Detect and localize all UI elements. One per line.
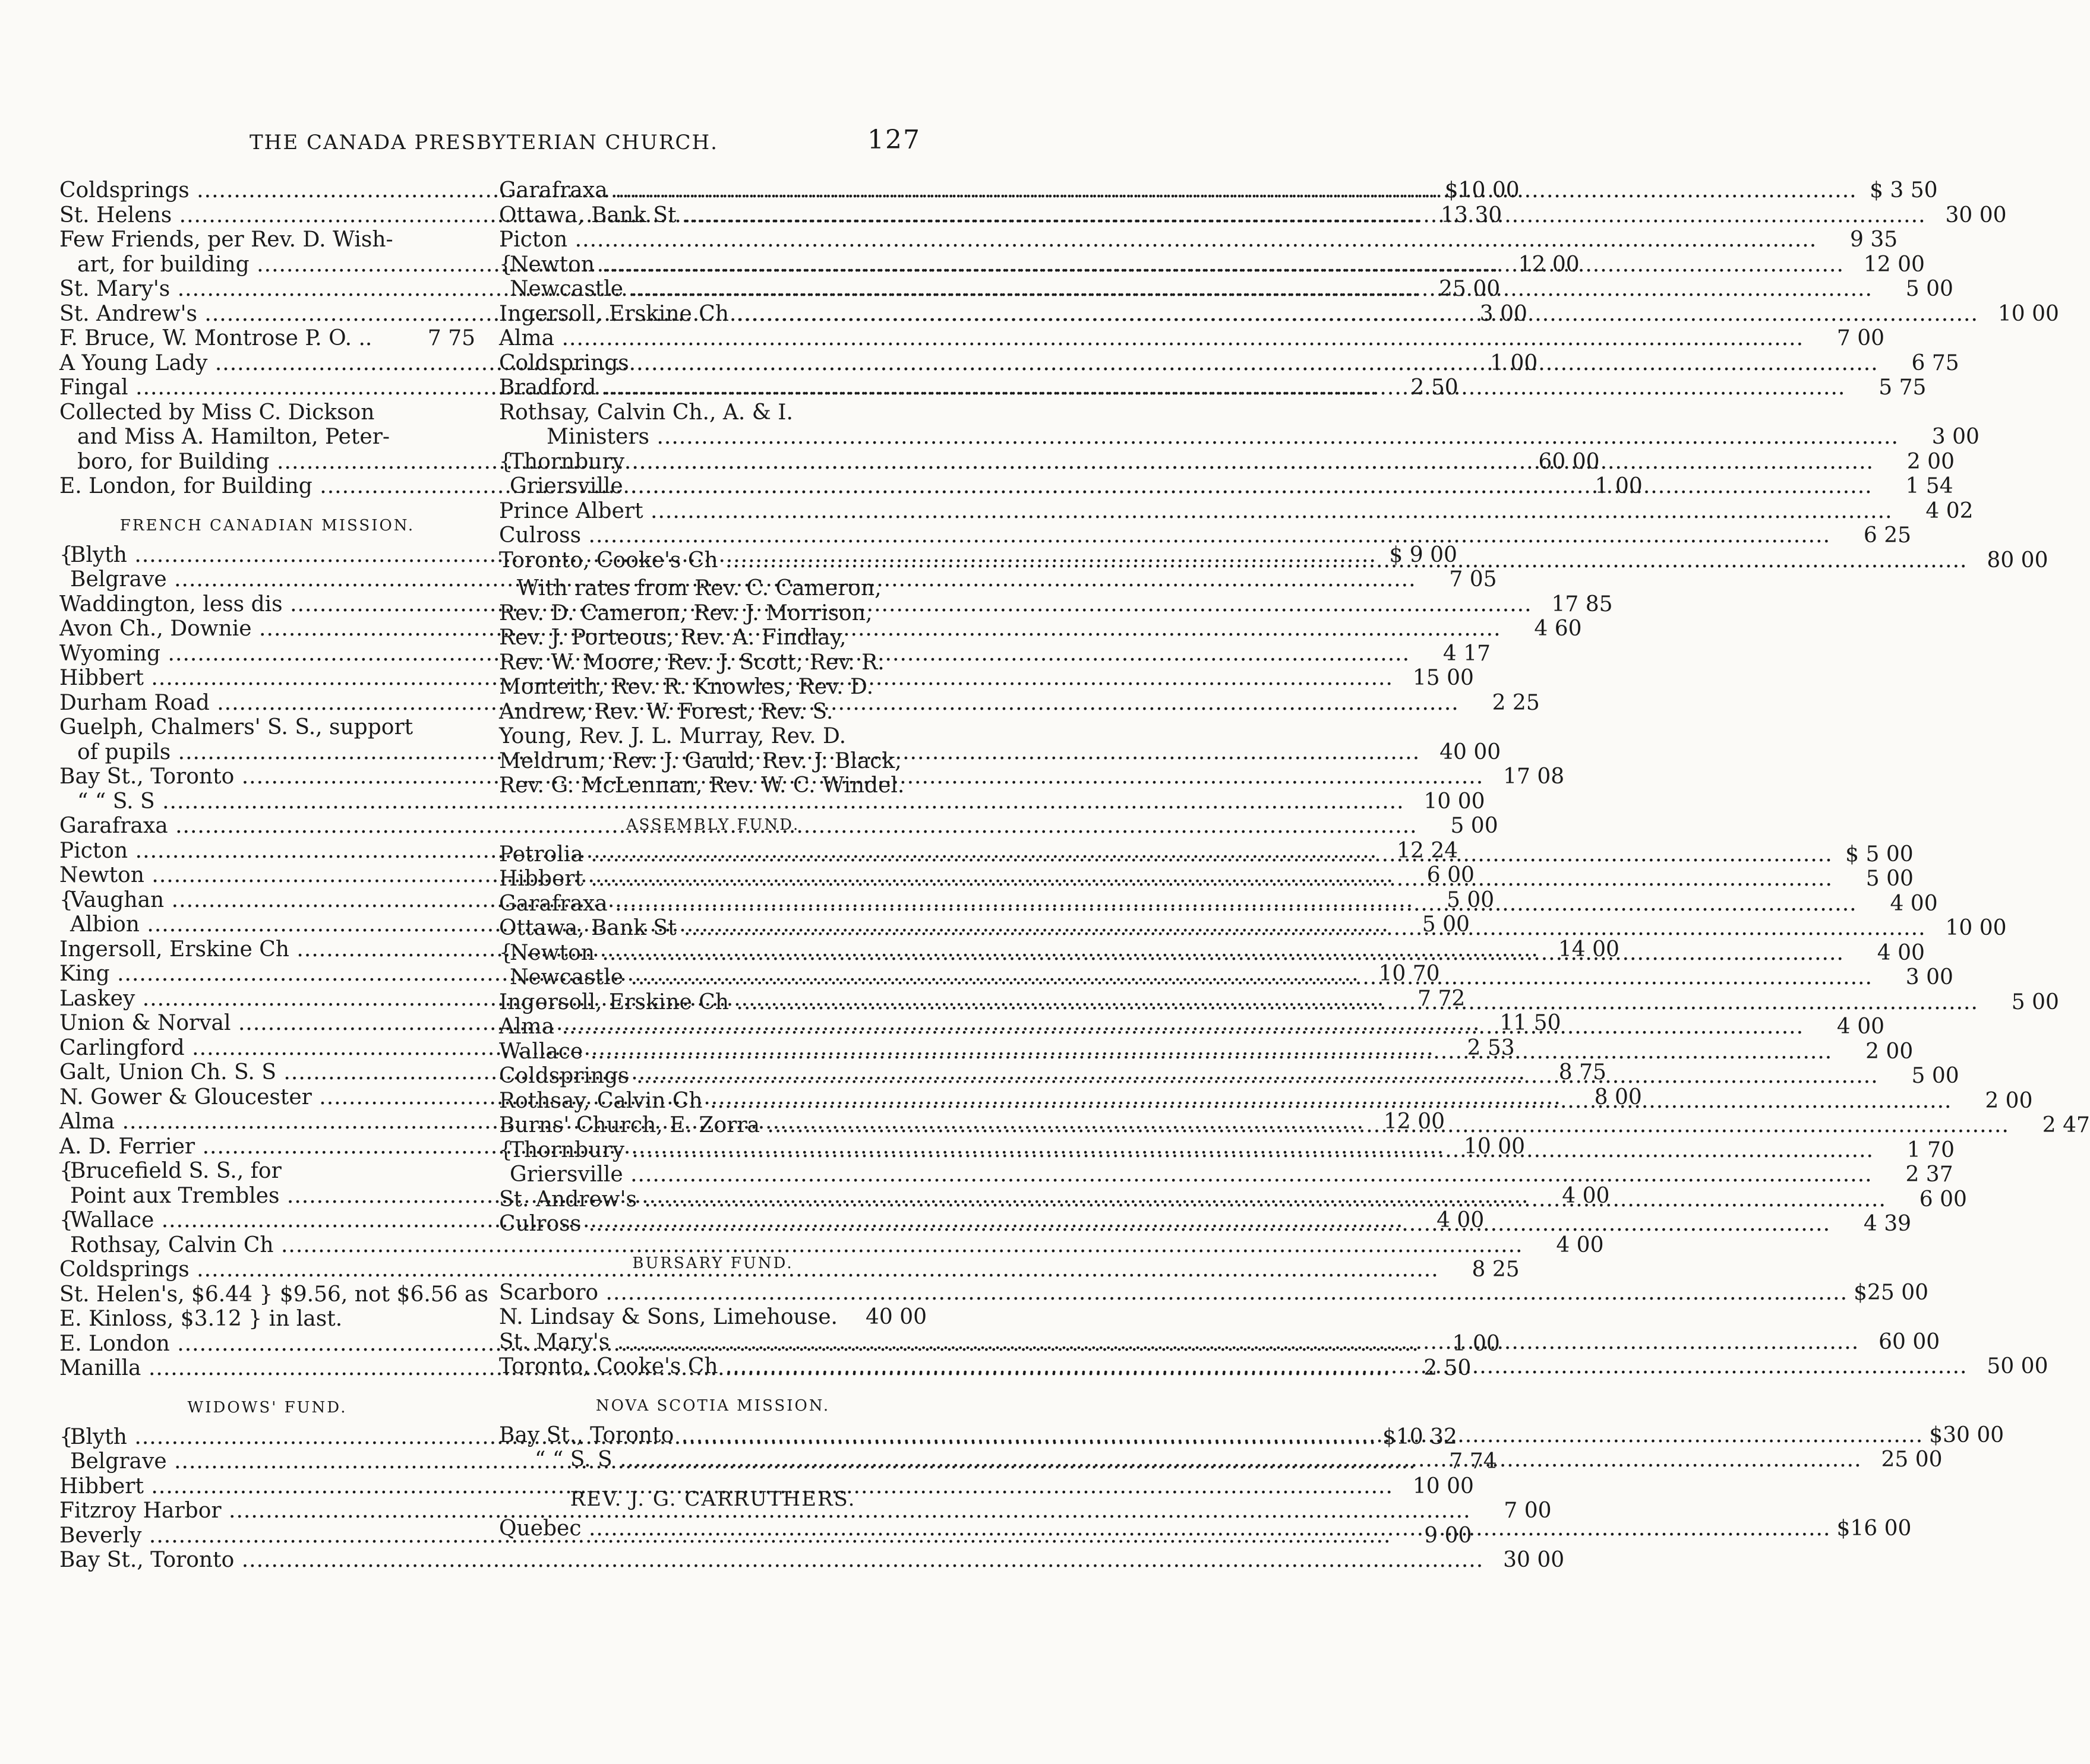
list-item: Bay St., Toronto ..... 30 00 xyxy=(59,1548,475,1573)
section-heading-assembly-fund: ASSEMBLY FUND. xyxy=(626,815,800,834)
list-item: Belgrave ..... 7 05 xyxy=(59,567,475,592)
list-item: A. D. Ferrier ..... 10 00 xyxy=(59,1134,475,1159)
list-item: Ottawa, Bank St ..... 10 00 xyxy=(499,916,927,941)
list-item: { Thornbury ..... 2 00 xyxy=(499,450,927,475)
list-item: Alma ..... 4 00 xyxy=(499,1014,927,1039)
list-item: { Newton ..... 12 00 xyxy=(499,252,927,277)
list-item: Garafraxa ..... $ 3 50 xyxy=(499,178,927,203)
list-item: Scarboro ..... $25 00 xyxy=(499,1281,927,1305)
list-item: Toronto, Cooke's Ch ..... 50 00 xyxy=(499,1354,927,1379)
running-title: THE CANADA PRESBYTERIAN CHURCH. xyxy=(250,131,718,154)
list-item: St. Andrew's ..... 6 00 xyxy=(499,1187,927,1212)
list-item: Few Friends, per Rev. D. Wish- xyxy=(59,227,393,252)
section-heading-carruthers: REV. J. G. CARRUTHERS. xyxy=(570,1487,856,1511)
list-item: Garafraxa ..... 5 00 xyxy=(59,814,475,839)
list-item: { Thornbury ..... 1 70 xyxy=(499,1138,927,1163)
list-item: F. Bruce, W. Montrose P. O. .. 7 75 xyxy=(59,326,475,350)
list-item: Avon Ch., Downie ..... 4 60 xyxy=(59,617,475,641)
list-item: N. Lindsay & Sons, Limehouse. 40 00 xyxy=(499,1305,927,1329)
page-number: 127 xyxy=(867,125,921,155)
list-item: Picton ..... 12 24 xyxy=(59,839,475,864)
list-item: Culross ..... 4 39 xyxy=(499,1212,927,1237)
list-item: Griersville ..... 2 37 xyxy=(499,1162,927,1187)
list-item: boro, for Building ..... 60 00 xyxy=(59,450,475,475)
list-item: St. Helens ..... 13 30 xyxy=(59,203,475,228)
list-item: and Miss A. Hamilton, Peter- xyxy=(77,425,390,449)
list-item: Point aux Trembles ..... 4 00 xyxy=(59,1184,475,1209)
list-item: Burns' Church, E. Zorra ..... 2 47 xyxy=(499,1113,927,1138)
note-line: Rev. W. Moore, Rev. J. Scott, Rev. R. xyxy=(499,650,885,675)
list-item: Wyoming ..... 4 17 xyxy=(59,641,475,666)
list-item: Bay St., Toronto ..... $30 00 xyxy=(499,1423,927,1448)
list-item: Manilla ..... 2 50 xyxy=(59,1356,475,1381)
list-item: of pupils ..... 40 00 xyxy=(59,740,475,765)
list-item: Hibbert ..... 10 00 xyxy=(59,1474,475,1499)
note-line: Meldrum, Rev. J. Gauld, Rev. J. Black, xyxy=(499,748,902,773)
list-item: Newcastle ..... 3 00 xyxy=(499,965,927,990)
list-item: Union & Norval ..... 11 50 xyxy=(59,1011,475,1036)
note-line: Monteith, Rev. R. Knowles, Rev. D. xyxy=(499,675,874,699)
list-item: Toronto, Cooke's Ch ..... 80 00 xyxy=(499,548,927,573)
list-item: Ingersoll, Erskine Ch ..... 5 00 xyxy=(499,990,927,1015)
list-item: Beverly ..... 9 00 xyxy=(59,1523,475,1548)
list-item: Bradford ..... 5 75 xyxy=(499,375,927,400)
list-item: Bay St., Toronto ..... 17 08 xyxy=(59,764,475,789)
list-item: Rothsay, Calvin Ch ..... 4 00 xyxy=(59,1233,475,1258)
note-line: Rev. J. Porteous, Rev. A. Findlay, xyxy=(499,625,847,650)
list-item: { Wallace ..... 4 00 xyxy=(59,1208,475,1233)
carruthers-list xyxy=(499,1516,1912,1541)
list-item: Albion ..... 5 00 xyxy=(59,912,475,937)
list-item: Ingersoll, Erskine Ch ..... 14 00 xyxy=(59,937,475,962)
note-line: With rates from Rev. C. Cameron, xyxy=(517,576,882,600)
list-item: Durham Road ..... 2 25 xyxy=(59,691,475,716)
note-line: Rev. G. McLennan, Rev. W. C. Windel. xyxy=(499,773,905,798)
list-item: St. Mary's ..... 60 00 xyxy=(499,1330,927,1355)
list-item: Coldsprings ..... 8 25 xyxy=(59,1257,475,1282)
ministers-rates-note xyxy=(499,576,927,798)
list-item: { Vaughan ..... 5 00 xyxy=(59,888,475,913)
list-item: Alma ..... 12 00 xyxy=(59,1109,475,1134)
list-item: Carlingford ..... 2 53 xyxy=(59,1036,475,1061)
list-item: Culross ..... 6 25 xyxy=(499,523,927,548)
list-item: E. London, for Building ..... 1 00 xyxy=(59,474,475,499)
list-item: Alma ..... 7 00 xyxy=(499,326,927,351)
list-item: { Brucefield S. S., for xyxy=(59,1159,282,1183)
list-item: Guelph, Chalmers' S. S., support xyxy=(59,715,413,739)
list-item: Coldsprings ..... 6 75 xyxy=(499,351,927,376)
list-item: Newton ..... 6 00 xyxy=(59,863,475,888)
list-item: Galt, Union Ch. S. S ..... 8 75 xyxy=(59,1060,475,1085)
list-item: Quebec ..... $16 00 xyxy=(499,1516,927,1541)
list-item: Waddington, less dis ..... 17 85 xyxy=(59,592,475,617)
list-item: Griersville ..... 1 54 xyxy=(499,474,927,499)
list-item: Wallace ..... 2 00 xyxy=(499,1039,927,1064)
note-line: Andrew, Rev. W. Forest, Rev. S. xyxy=(499,699,834,724)
list-item: { Newton ..... 4 00 xyxy=(499,941,927,966)
list-item: Belgrave ..... 7 74 xyxy=(59,1449,475,1474)
list-item: E. London ..... 1 00 xyxy=(59,1332,475,1357)
list-item: Petrolia ..... $ 5 00 xyxy=(499,842,927,867)
list-item: Hibbert ..... 15 00 xyxy=(59,666,475,691)
list-item: { Blyth ..... $10 32 xyxy=(59,1425,475,1450)
list-item: Rothsay, Calvin Ch., A. & I. xyxy=(499,400,793,425)
list-item: Coldsprings ..... 5 00 xyxy=(499,1064,927,1089)
list-item: art, for building ..... 12 00 xyxy=(59,252,475,277)
list-item: Prince Albert ..... 4 02 xyxy=(499,499,927,524)
list-item: Ingersoll, Erskine Ch ..... 10 00 xyxy=(499,302,927,327)
list-item: Laskey ..... 7 72 xyxy=(59,987,475,1011)
section-heading-bursary-fund: BURSARY FUND. xyxy=(632,1254,794,1272)
section-heading-widows-fund: WIDOWS' FUND. xyxy=(187,1398,348,1417)
list-item: St. Helen's, $6.44 } $9.56, not $6.56 as xyxy=(59,1282,488,1307)
section-heading-nova-scotia-mission: NOVA SCOTIA MISSION. xyxy=(595,1396,831,1415)
list-item: A Young Lady ..... 1 00 xyxy=(59,351,475,376)
list-item: E. Kinloss, $3.12 } in last. xyxy=(59,1307,343,1331)
list-item: Hibbert ..... 5 00 xyxy=(499,867,927,892)
list-item: N. Gower & Gloucester ..... 8 00 xyxy=(59,1085,475,1110)
list-item: “ “ S. S ..... 25 00 xyxy=(499,1447,927,1472)
page-header xyxy=(59,125,927,160)
section-heading-french-mission: FRENCH CANADIAN MISSION. xyxy=(119,516,415,535)
list-item: Ottawa, Bank St ..... 30 00 xyxy=(499,203,927,228)
list-item: Fingal ..... 2 50 xyxy=(59,375,475,400)
list-item: Coldsprings ..... $10 00 xyxy=(59,178,475,203)
list-item: St. Andrew's ..... 3 00 xyxy=(59,302,475,327)
note-line: Rev. D. Cameron, Rev. J. Morrison, xyxy=(499,600,873,625)
list-item: Newcastle ..... 5 00 xyxy=(499,277,927,302)
list-item: Rothsay, Calvin Ch ..... 2 00 xyxy=(499,1089,927,1114)
note-line: Young, Rev. J. L. Murray, Rev. D. xyxy=(499,724,847,748)
list-item: St. Mary's ..... 25 00 xyxy=(59,277,475,302)
list-item: { Blyth ..... $ 9 00 xyxy=(59,543,475,568)
list-item: Picton ..... 9 35 xyxy=(499,227,927,252)
list-item: Ministers ..... 3 00 xyxy=(499,425,927,450)
list-item: King ..... 10 70 xyxy=(59,962,475,987)
list-item: Fitzroy Harbor ..... 7 00 xyxy=(59,1499,475,1523)
list-item: Garafraxa ..... 4 00 xyxy=(499,892,927,916)
list-item: Collected by Miss C. Dickson xyxy=(59,400,375,425)
list-item: “ “ S. S ..... 10 00 xyxy=(59,789,475,814)
